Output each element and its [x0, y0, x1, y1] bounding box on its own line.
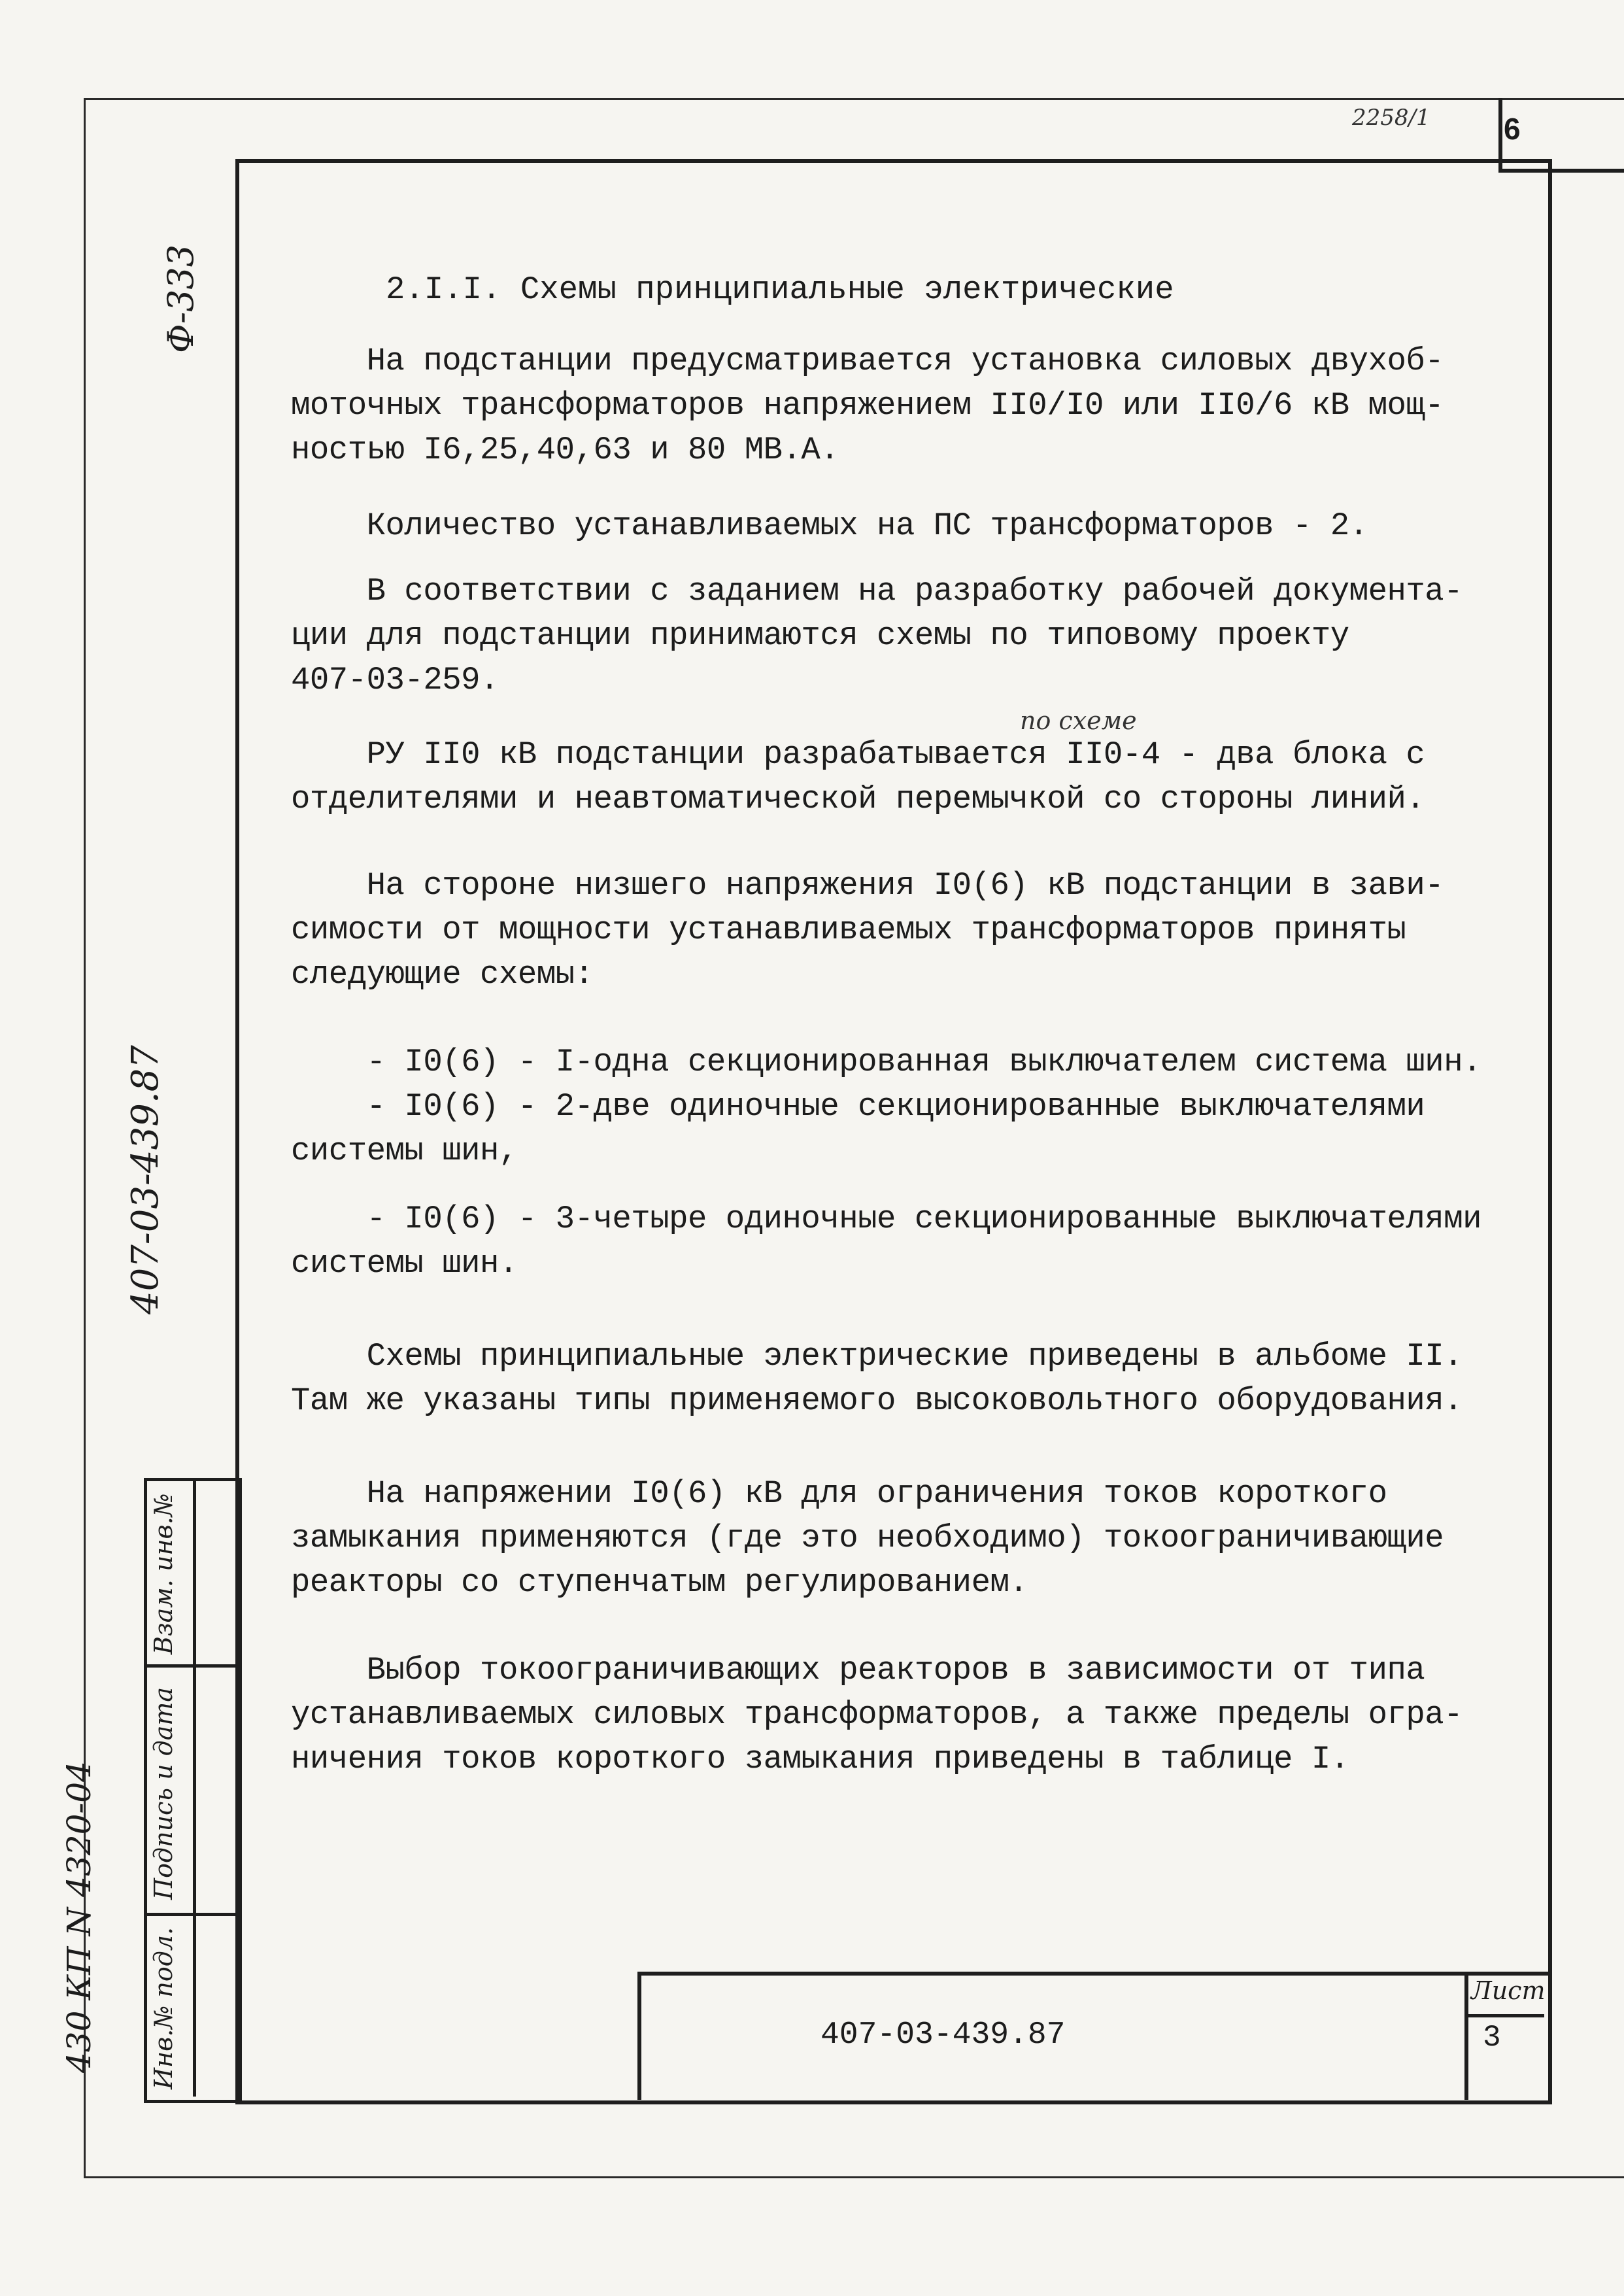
stamp-replacing-inv: Взам. инв.№	[149, 1493, 178, 1654]
list-item: - I0(6) - I-одна секционированная выключателем система шин.	[291, 1044, 1482, 1080]
paragraph-line: моточных трансформаторов напряжением II0/I0 или II0/6 кВ мощ-	[291, 387, 1444, 424]
title-block-divider	[1464, 2014, 1544, 2017]
inventory-note: 430 КП N 4320-04	[60, 1761, 98, 2073]
stamp-row-divider	[144, 1913, 235, 1916]
paragraph-line: Количество устанавливаемых на ПС трансформаторов - 2.	[291, 507, 1368, 544]
sheet-bottom-edge	[84, 2176, 1624, 2178]
paragraph-line: На напряжении I0(6) кВ для ограничения токов короткого	[291, 1475, 1387, 1512]
stamp-row-divider	[144, 1664, 235, 1668]
title-block-code: 407-03-439.87	[820, 2017, 1066, 2053]
stamp-divider	[193, 1478, 196, 2097]
paragraph-line: Выбор токоограничивающих реакторов в зависимости от типа	[291, 1652, 1425, 1688]
paragraph-line: 407-03-259.	[291, 662, 499, 698]
list-item: системы шин,	[291, 1133, 518, 1169]
sheet-top-edge	[85, 98, 1624, 100]
paragraph-line: На подстанции предусматривается установка силовых двухоб-	[291, 343, 1444, 379]
title-block-sheet-value: 3	[1483, 2021, 1501, 2055]
title-block-sheet-label: Лист	[1471, 1976, 1546, 2005]
list-item: системы шин.	[291, 1245, 518, 1282]
sheet-number: 6	[1504, 112, 1521, 146]
paragraph-line: следующие схемы:	[291, 956, 594, 993]
form-code: Ф-333	[160, 244, 201, 353]
list-item: - I0(6) - 2-две одиночные секционированные выключателями	[291, 1088, 1425, 1125]
margin-document-code: 407-03-439.87	[124, 1045, 167, 1314]
paragraph-line: симости от мощности устанавливаемых трансформаторов приняты	[291, 912, 1406, 948]
paragraph-line: ничения токов короткого замыкания приведены в таблице I.	[291, 1741, 1349, 1777]
paragraph-line: Там же указаны типы применяемого высоковольтного оборудования.	[291, 1382, 1463, 1419]
paragraph-line: реакторы со ступенчатым регулированием.	[291, 1564, 1028, 1601]
paragraph-line: замыкания применяются (где это необходимо) токоограничивающие	[291, 1520, 1444, 1556]
paragraph-line: устанавливаемых силовых трансформаторов, а также пределы огра-	[291, 1696, 1463, 1733]
paragraph-line: отделителями и неавтоматической перемычкой со стороны линий.	[291, 781, 1425, 817]
paragraph-line: РУ II0 кВ подстанции разрабатывается II0-4 - два блока с	[291, 736, 1425, 773]
paragraph-line: Схемы принципиальные электрические приведены в альбоме II.	[291, 1338, 1463, 1375]
handwritten-insert: по схеме	[1020, 706, 1137, 735]
paragraph-line: На стороне низшего напряжения I0(6) кВ подстанции в зави-	[291, 867, 1444, 904]
paragraph-line: ностью I6,25,40,63 и 80 МВ.А.	[291, 432, 839, 468]
list-item: - I0(6) - 3-четыре одиночные секционированные выключателями	[291, 1201, 1482, 1237]
stamp-signature-date: Подпись и дата	[149, 1687, 178, 1900]
stamp-inv-original: Инв.№ подл.	[149, 1927, 178, 2089]
paragraph-line: ции для подстанции принимаются схемы по типовому проекту	[291, 617, 1349, 654]
paragraph-line: В соответствии с заданием на разработку рабочей документа-	[291, 573, 1463, 609]
section-heading: 2.I.I. Схемы принципиальные электрические	[386, 271, 1174, 308]
handwritten-code: 2258/1	[1352, 105, 1430, 131]
